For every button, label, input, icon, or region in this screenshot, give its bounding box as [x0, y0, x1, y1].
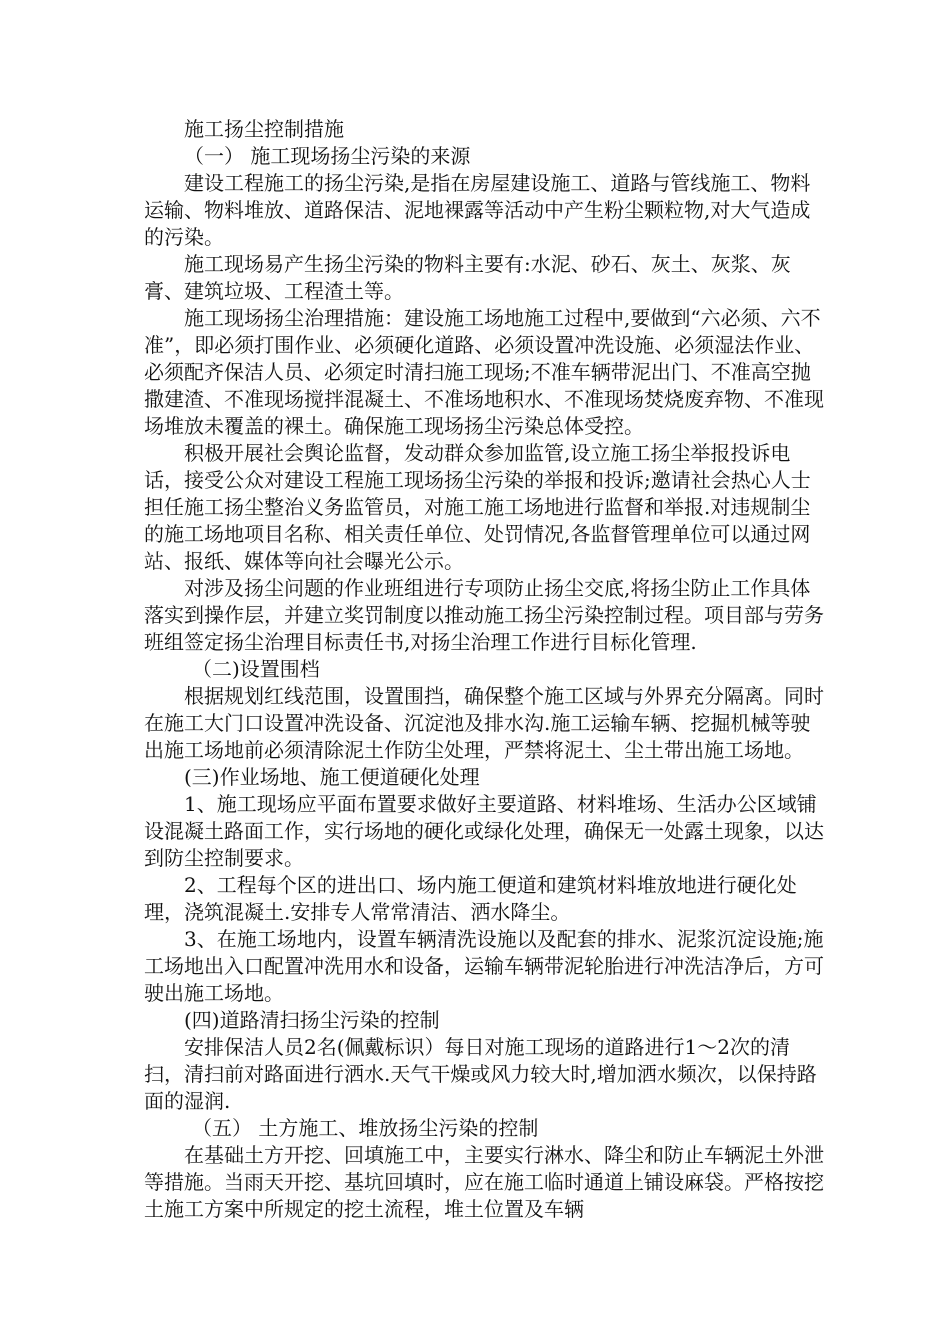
paragraph: 安排保洁人员2名(佩戴标识）每日对施工现场的道路进行1～2次的清扫，清扫前对路面进行洒水.天气干燥或风力较大时,增加洒水频次，以保持路面的湿润.	[144, 1035, 817, 1113]
section-heading: （一） 施工现场扬尘污染的来源	[184, 144, 471, 168]
document-title: 施工扬尘控制措施	[184, 117, 344, 141]
section-heading: (三)作业场地、施工便道硬化处理	[184, 765, 480, 789]
section-heading: （二)设置围档	[192, 657, 320, 681]
paragraph: 对涉及扬尘问题的作业班组进行专项防止扬尘交底,将扬尘防止工作具体落实到操作层，并建立奖罚制度以推动施工扬尘污染控制过程。项目部与劳务班组签定扬尘治理目标责任书,对扬尘治理工作进行目标化管理.	[144, 576, 824, 654]
paragraph: 在基础土方开挖、回填施工中，主要实行淋水、降尘和防止车辆泥土外泄等措施。当雨天开挖、基坑回填时，应在施工临时通道上铺设麻袋。严格按挖土施工方案中所规定的挖土流程，堆土位置及车辆	[144, 1143, 824, 1221]
paragraph: 施工现场易产生扬尘污染的物料主要有:水泥、砂石、灰土、灰浆、灰膏、建筑垃圾、工程渣土等。	[144, 252, 791, 303]
section-heading: (四)道路清扫扬尘污染的控制	[184, 1008, 440, 1032]
paragraph: 积极开展社会舆论监督，发动群众参加监管,设立施工扬尘举报投诉电话，接受公众对建设工程施工现场扬尘污染的举报和投诉;邀请社会热心人士担任施工扬尘整治义务监管员，对施工施工场地进行监督和举报.对违规制尘的施工场地项目名称、相关责任单位、处罚情况,各监督管理单位可以通过网站、报纸、媒体等向社会曝光公示。	[144, 441, 811, 573]
paragraph: 建设工程施工的扬尘污染,是指在房屋建设施工、道路与管线施工、物料运输、物料堆放、道路保洁、泥地裸露等活动中产生粉尘颗粒物,对大气造成的污染。	[144, 171, 811, 249]
document-body	[144, 116, 824, 1223]
paragraph: 2、工程每个区的进出口、场内施工便道和建筑材料堆放地进行硬化处理，浇筑混凝土.安排专人常常清洁、洒水降尘。	[144, 873, 797, 924]
paragraph: 根据规划红线范围，设置围挡，确保整个施工区域与外界充分隔离。同时在施工大门口设置冲洗设备、沉淀池及排水沟.施工运输车辆、挖掘机械等驶出施工场地前必须清除泥土作防尘处理，严禁将泥土、尘土带出施工场地。	[144, 684, 824, 762]
paragraph: 施工现场扬尘治理措施：建设施工场地施工过程中,要做到“六必须、六不准”，即必须打围作业、必须硬化道路、必须设置冲洗设施、必须湿法作业、必须配齐保洁人员、必须定时清扫施工现场;不准车辆带泥出门、不准高空抛撒建渣、不准现场搅拌混凝土、不准场地积水、不准现场焚烧废弃物、不准现场堆放未覆盖的裸土。确保施工现场扬尘污染总体受控。	[144, 306, 824, 438]
paragraph: 3、在施工场地内，设置车辆清洗设施以及配套的排水、泥浆沉淀设施;施工场地出入口配置冲洗用水和设备，运输车辆带泥轮胎进行冲洗洁净后，方可驶出施工场地。	[144, 927, 824, 1005]
section-heading: （五） 土方施工、堆放扬尘污染的控制	[192, 1116, 539, 1140]
paragraph: 1、施工现场应平面布置要求做好主要道路、材料堆场、生活办公区域铺设混凝土路面工作，实行场地的硬化或绿化处理，确保无一处露土现象，以达到防尘控制要求。	[144, 792, 824, 870]
